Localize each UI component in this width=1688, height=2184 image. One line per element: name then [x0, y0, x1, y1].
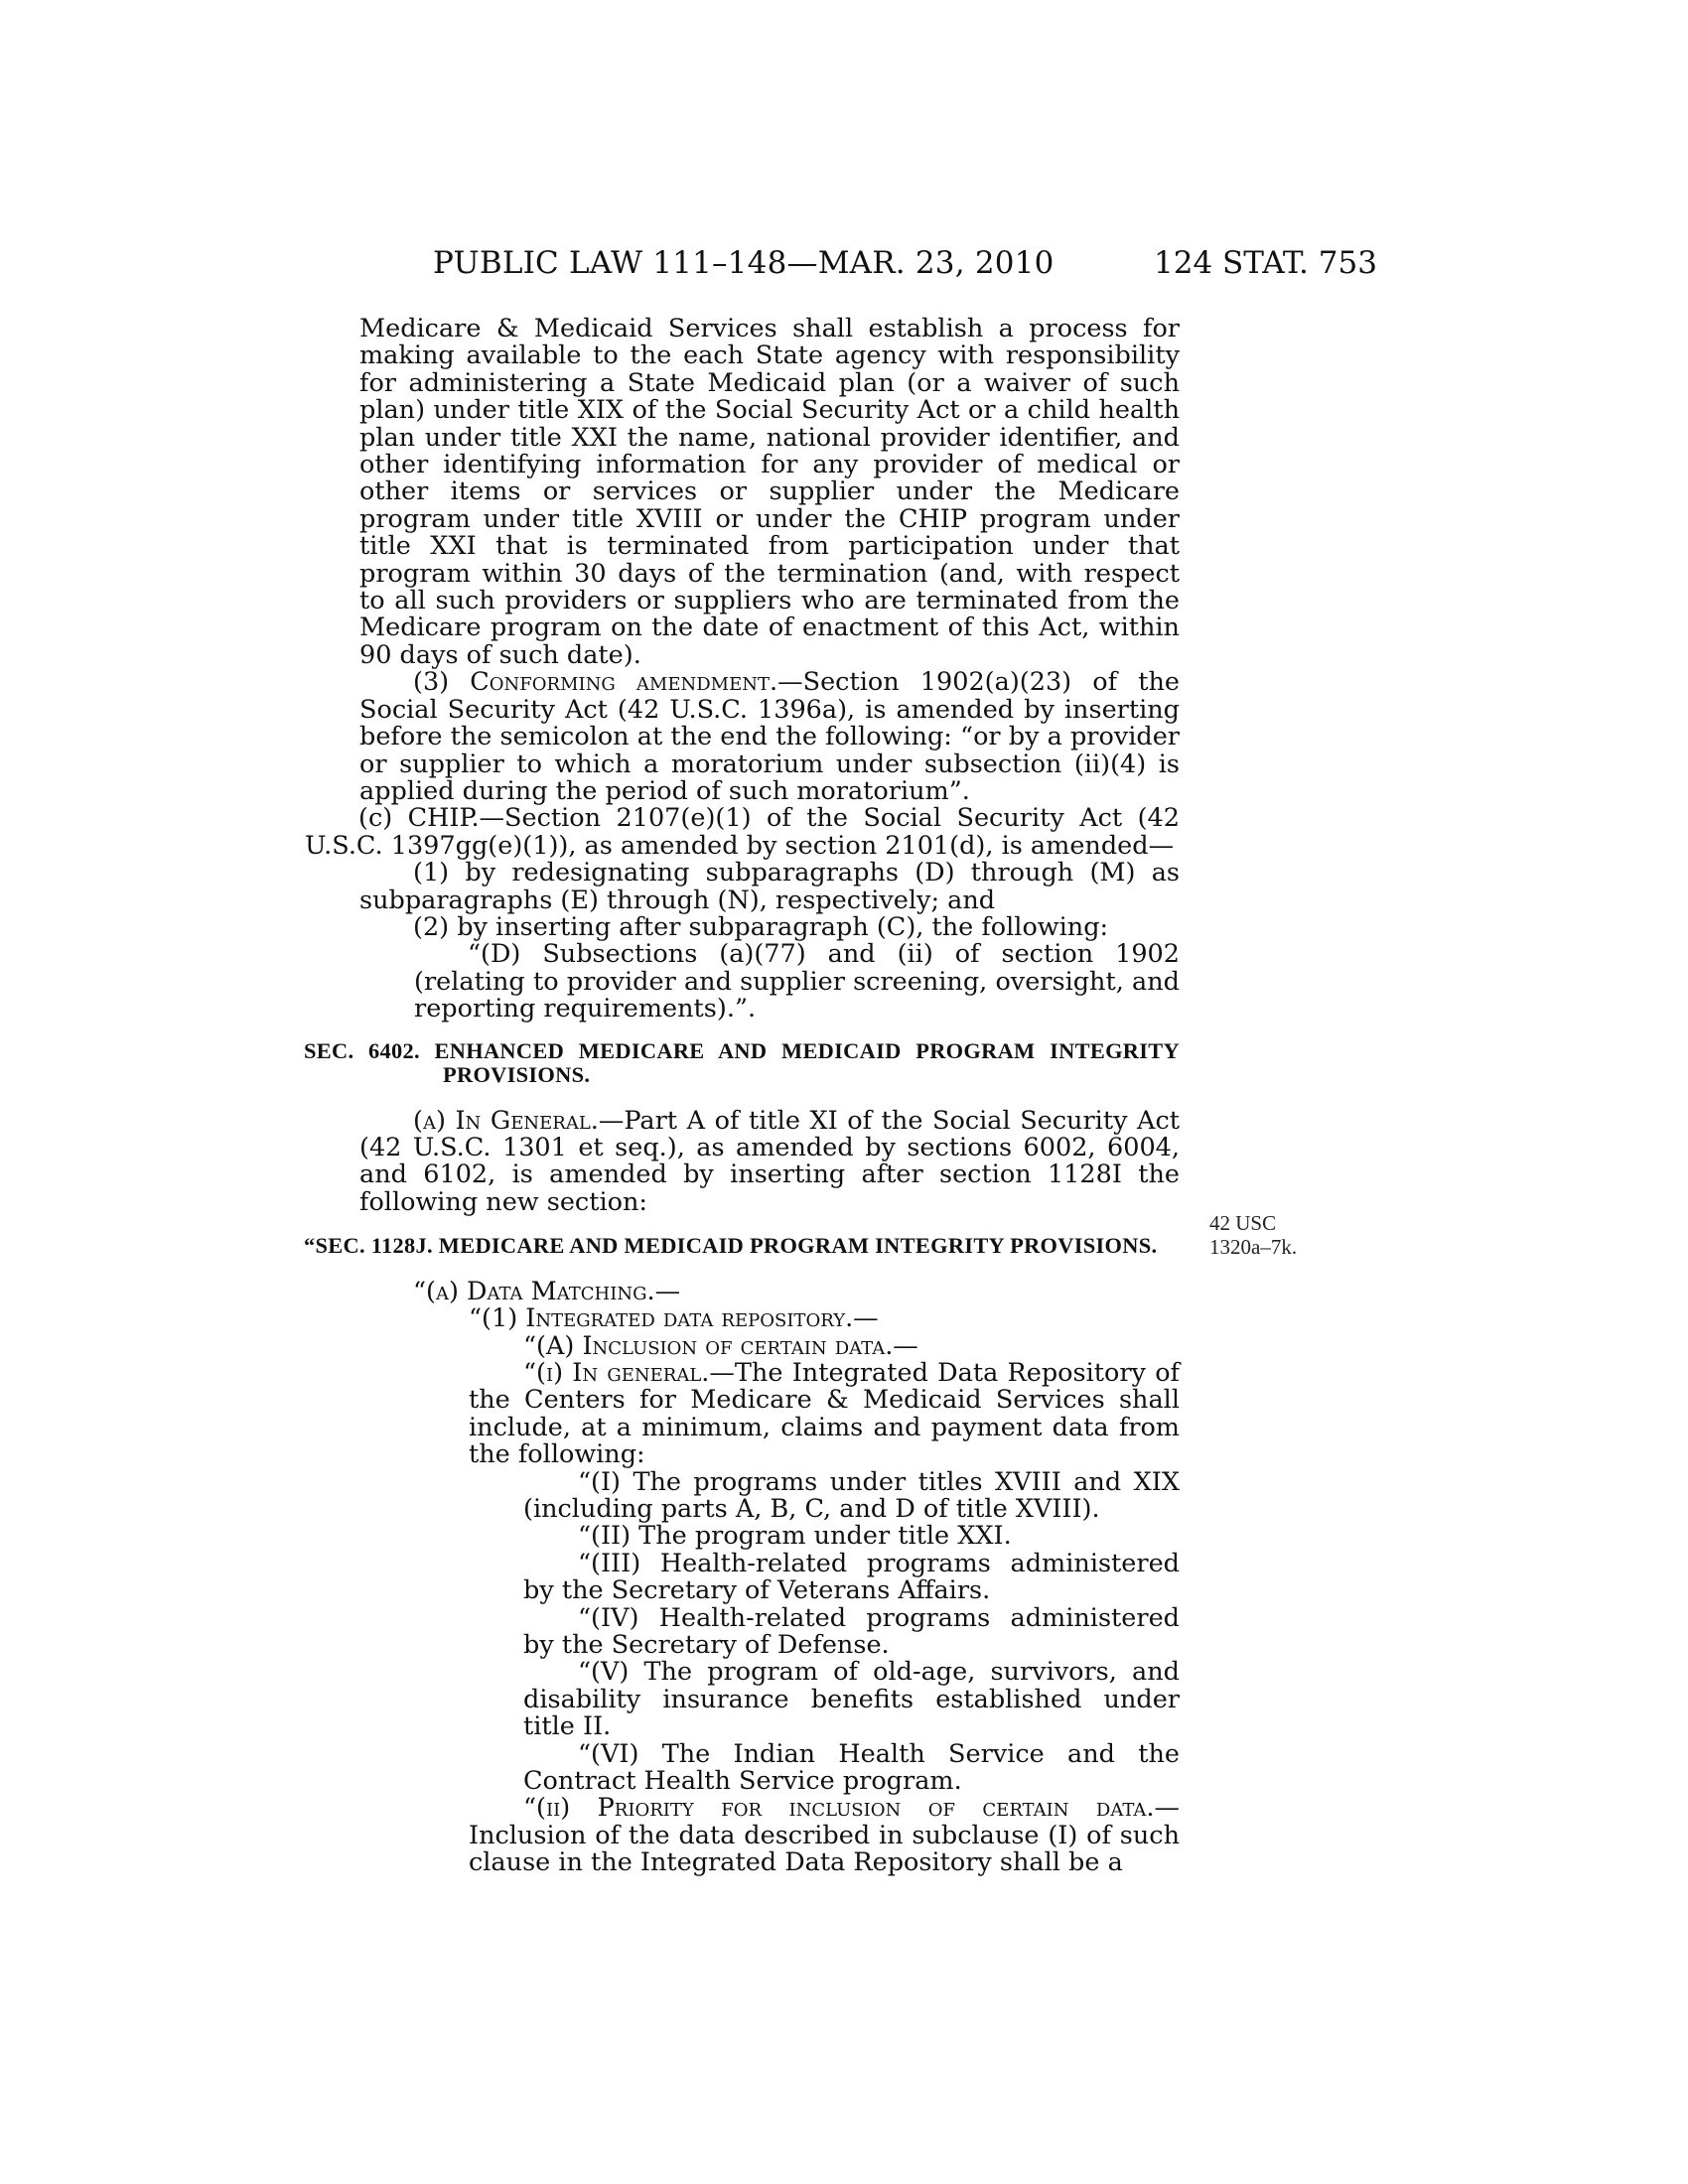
paragraph-subsection-d: “(D) Subsections (a)(77) and (ii) of section 1902 (relating to provider and supplier screening, oversight, and reporting requirements).”.	[414, 939, 1180, 1024]
margin-citation-note	[1209, 1211, 1348, 1259]
clause-text: —The Integrated Data Repository of the Centers for Medicare & Medicaid Services shall include, at a minimum, claims and payment data from the following:	[469, 1357, 1180, 1470]
paragraph-1-heading: “(1) Integrated data repository.—	[469, 1303, 879, 1334]
paragraph-heading: (3) Conforming amendment.	[413, 667, 778, 698]
paragraph-inserting: (2) by inserting after subparagraph (C), the following:	[413, 911, 1109, 942]
subclause-1: “(I) The programs under titles XVIII and XIX (including parts A, B, C, and D of title XVIII).	[523, 1466, 1180, 1524]
clause-i	[359, 1357, 1180, 1470]
paragraph-continuation: Medicare & Medicaid Services shall establish a process for making available to the each State agency with responsibility for administering a State Medicaid plan (or a waiver of such plan) under title XIX of the Social Security Act or a child health plan under title XXI the name, national provider identifier, and other identifying information for any provider of medical or other items or services or supplier under the Medicare program under title XVIII or under the CHIP program under title XXI that is terminated from participation under that program within 30 days of the termination (and, with respect to all such providers or suppliers who are terminated from the Medicare program on the date of enactment of this Act, within 90 days of such date).	[359, 314, 1180, 670]
clause-text: — Inclusion of the data described in subclause (I) of such clause in the Integrated Data Repository shall be a	[469, 1793, 1180, 1878]
page-body	[304, 314, 1180, 1878]
paragraph-text: —Part A of title XI of the Social Security Act (42 U.S.C. 1301 et seq.), as amended by sections 6002, 6004, and 6102, is amended by inserting after section 1128I the following new section:	[359, 1105, 1180, 1217]
paragraph-redesignating: (1) by redesignating subparagraphs (D) through (M) as subparagraphs (E) through (N), respectively; and	[359, 858, 1180, 915]
subclause-6: “(VI) The Indian Health Service and the Contract Health Service program.	[523, 1738, 1180, 1796]
paragraph-text: —Section 1902(a)(23) of the Social Security Act (42 U.S.C. 1396a), is amended by inserting before the semicolon at the end the following: “or by a provider or supplier to which a moratorium under subsection (ii)(4) is applied during the period of such moratorium”.	[359, 667, 1180, 806]
subclause-2: “(II) The program under title XXI.	[578, 1521, 1012, 1552]
subclause-4: “(IV) Health-related programs administered by the Secretary of Defense.	[523, 1602, 1180, 1660]
running-head-law: PUBLIC LAW 111–148—MAR. 23, 2010	[433, 245, 1055, 281]
subclause-5: “(V) The program of old-age, survivors, and disability insurance benefits established under title II.	[523, 1657, 1180, 1742]
paragraph-chip: (c) CHIP.—Section 2107(e)(1) of the Social Security Act (42 U.S.C. 1397gg(e)(1)), as amended by section 2101(d), is amended—	[305, 803, 1180, 861]
clause-heading: “(i) In general.	[523, 1357, 710, 1388]
page-header	[0, 241, 1688, 285]
running-head-stat: 124 STAT. 753	[1154, 245, 1377, 281]
section-1128j-heading: “SEC. 1128J. MEDICARE AND MEDICAID PROGRAM INTEGRITY PROVISIONS.	[304, 1233, 1158, 1259]
clause-ii	[359, 1795, 1180, 1876]
section-6402-heading: SEC. 6402. ENHANCED MEDICARE AND MEDICAID PROGRAM INTEGRITY PROVISIONS.	[304, 1037, 1180, 1088]
subsection-a-heading: “(a) Data Matching.—	[413, 1276, 681, 1306]
clause-heading: “(ii) Priority for inclusion of certain data.	[523, 1793, 1155, 1824]
subparagraph-a-heading: “(A) Inclusion of certain data.—	[523, 1330, 918, 1361]
margin-note-line: 1320a–7k.	[1209, 1235, 1298, 1259]
paragraph-in-general	[359, 1105, 1180, 1217]
paragraph-heading: (a) In General.	[413, 1105, 599, 1136]
subclause-3: “(III) Health-related programs administered by the Secretary of Veterans Affairs.	[523, 1548, 1180, 1606]
margin-note-line: 42 USC	[1209, 1211, 1277, 1235]
paragraph-conforming-amendment	[359, 669, 1180, 805]
